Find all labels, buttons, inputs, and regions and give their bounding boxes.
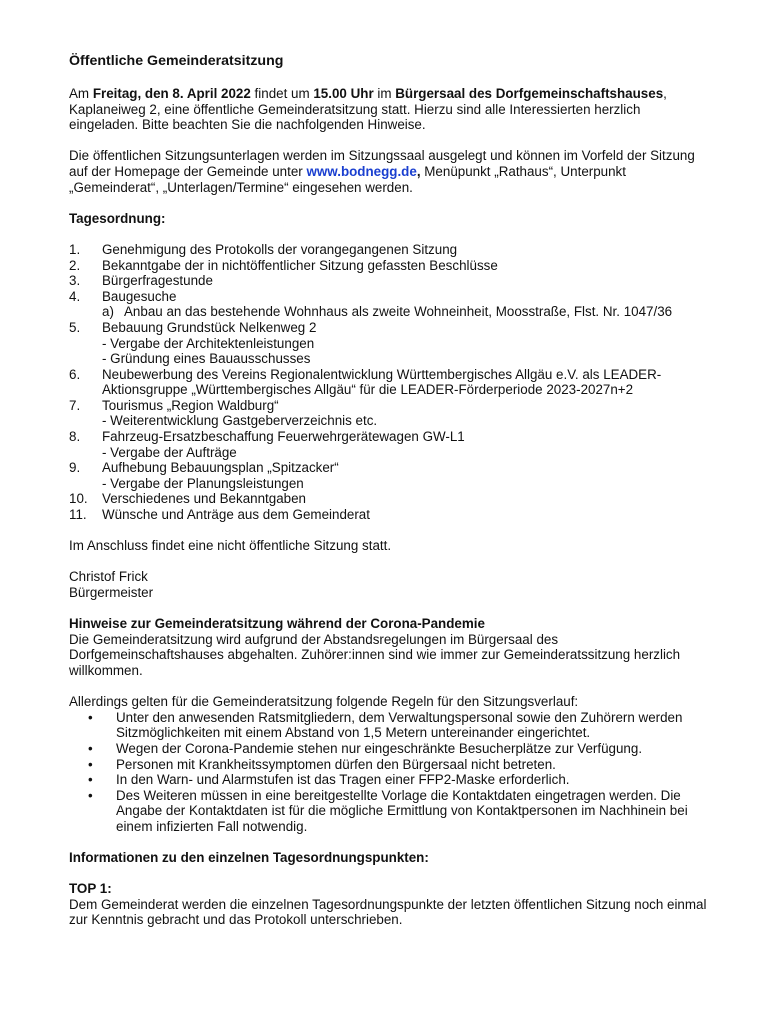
agenda-item (69, 367, 710, 398)
meeting-date: Freitag, den 8. April 2022 (92, 86, 251, 101)
agenda-text: Aufhebung Bebauungsplan „Spitzacker“ (102, 460, 339, 476)
rules-list (69, 710, 710, 835)
agenda-item (69, 258, 710, 274)
agenda-item (69, 289, 710, 320)
rule-text: In den Warn- und Alarmstufen ist das Tragen einer FFP2-Maske erforderlich. (116, 772, 570, 788)
corona-text: Die Gemeinderatsitzung wird aufgrund der Abstandsregelungen im Bürgersaal des Dorfgemeinschaftshauses abgehalten. Zuhörer:innen sind wie immer zur Gemeinderatssitzung herzlich willkommen. (69, 631, 681, 678)
agenda-number: 3. (69, 273, 81, 289)
intro-rest: , Kaplaneiweg 2, eine öffentliche Gemeinderatsitzung statt. Hierzu sind alle Interessierten herzlich eingeladen. Bitte beachten Sie die nachfolgenden Hinweise. (69, 86, 667, 133)
agenda-number: 1. (69, 241, 81, 257)
agenda-text: Neubewerbung des Vereins Regionalentwicklung Württembergisches Allgäu e.V. als LEADER-Aktionsgruppe „Württembergisches Allgäu“ für die LEADER-Förderperiode 2023-2027n+2 (102, 366, 662, 398)
agenda-number: 6. (69, 366, 81, 382)
intro-am: Am (69, 86, 93, 101)
intro-paragraph (69, 86, 710, 133)
agenda-number: 8. (69, 429, 81, 445)
agenda-item (69, 242, 710, 258)
top1-heading: TOP 1: (69, 881, 112, 897)
homepage-link[interactable]: www.bodnegg.de (306, 163, 417, 179)
info-heading: Informationen zu den einzelnen Tagesordnungspunkten: (69, 850, 429, 866)
agenda-text: Bekanntgabe der in nichtöffentlicher Sitzung gefassten Beschlüsse (102, 257, 498, 273)
agenda-text: Fahrzeug-Ersatzbeschaffung Feuerwehrgerätewagen GW-L1 (102, 429, 465, 445)
top1-text: Dem Gemeinderat werden die einzelnen Tagesordnungspunkte der letzten öffentlichen Sitzung noch einmal zur Kenntnis gebracht und das Protokoll unterschrieben. (69, 896, 707, 928)
bullet-icon: • (88, 787, 93, 803)
rule-item (88, 740, 710, 757)
agenda-number: 9. (69, 460, 81, 476)
rule-text: Des Weiteren müssen in eine bereitgestellte Vorlage die Kontaktdaten eingetragen werden. Die Angabe der Kontaktdaten ist für die mögliche Ermittlung von Kontaktpersonen im Nachhinein bei einem infizierten Fall notwendig. (116, 787, 688, 834)
agenda-text: Verschiedenes und Bekanntgaben (102, 491, 306, 507)
rule-item (88, 787, 710, 835)
rule-text: Unter den anwesenden Ratsmitgliedern, dem Verwaltungspersonal sowie den Zuhörern werden Sitzmöglichkeiten mit einem Abstand von 1,5 Metern untereinander eingerichtet. (116, 709, 683, 741)
agenda-detail: - Vergabe der Planungsleistungen (102, 475, 304, 491)
bullet-icon: • (88, 709, 93, 725)
agenda-text: Bürgerfragestunde (102, 273, 213, 289)
rule-text: Personen mit Krankheitssymptomen dürfen den Bürgersaal nicht betreten. (116, 756, 556, 772)
signature-name: Christof Frick (69, 569, 148, 585)
agenda-item (69, 507, 710, 523)
rule-text: Wegen der Corona-Pandemie stehen nur eingeschränkte Besucherplätze zur Verfügung. (116, 740, 643, 756)
corona-heading: Hinweise zur Gemeinderatsitzung während der Corona-Pandemie (69, 616, 485, 632)
agenda-number: 10. (69, 491, 88, 507)
agenda-detail: - Vergabe der Aufträge (102, 444, 237, 460)
documents-paragraph (69, 148, 710, 195)
agenda-subitem-label: a) (102, 304, 114, 320)
bullet-icon: • (88, 756, 93, 772)
agenda-text: Wünsche und Anträge aus dem Gemeinderat (102, 507, 370, 523)
document-title: Öffentliche Gemeinderatsitzung (69, 53, 284, 69)
rule-item (88, 709, 710, 741)
agenda-number: 4. (69, 288, 81, 304)
bullet-icon: • (88, 772, 93, 788)
agenda-item (69, 273, 710, 289)
agenda-item (69, 491, 710, 507)
intro-im: im (373, 86, 396, 101)
agenda-item (69, 460, 710, 491)
agenda-detail: - Gründung eines Bauausschusses (102, 351, 311, 367)
meeting-time: 15.00 Uhr (313, 86, 374, 101)
meeting-place: Bürgersaal des Dorfgemeinschaftshauses (395, 86, 664, 101)
agenda-subitem-text: Anbau an das bestehende Wohnhaus als zweite Wohneinheit, Moosstraße, Flst. Nr. 1047/36 (124, 304, 673, 320)
closing-note: Im Anschluss findet eine nicht öffentliche Sitzung statt. (69, 538, 392, 554)
agenda-list (69, 242, 710, 523)
rule-item (88, 772, 710, 788)
agenda-item (69, 320, 710, 367)
agenda-text: Tourismus „Region Waldburg“ (102, 397, 279, 413)
agenda-number: 11. (69, 507, 87, 523)
agenda-number: 2. (69, 257, 81, 273)
intro-findet: findet um (250, 86, 314, 101)
agenda-detail: - Vergabe der Architektenleistungen (102, 335, 315, 351)
agenda-text: Bebauung Grundstück Nelkenweg 2 (102, 319, 317, 335)
agenda-text: Genehmigung des Protokolls der vorangegangenen Sitzung (102, 241, 458, 257)
agenda-item (69, 429, 710, 460)
agenda-detail: - Weiterentwicklung Gastgeberverzeichnis etc. (102, 413, 378, 429)
agenda-number: 5. (69, 319, 81, 335)
rule-item (88, 756, 710, 773)
agenda-text: Baugesuche (102, 288, 177, 304)
bullet-icon: • (88, 740, 93, 756)
agenda-subitem (102, 304, 710, 320)
agenda-number: 7. (69, 397, 81, 413)
agenda-heading: Tagesordnung: (69, 210, 166, 226)
docs-after: Menüpunkt „Rathaus“, Unterpunkt „Gemeinderat“, „Unterlagen/Termine“ eingesehen werden. (69, 163, 626, 195)
rules-intro: Allerdings gelten für die Gemeinderatsitzung folgende Regeln für den Sitzungsverlauf: (69, 694, 579, 710)
agenda-item (69, 398, 710, 429)
signature-role: Bürgermeister (69, 585, 154, 600)
docs-comma: , (416, 163, 421, 179)
docs-before: Die öffentlichen Sitzungsunterlagen werden im Sitzungssaal ausgelegt und können im Vorfeld der Sitzung auf der Homepage der Gemeinde unter (69, 148, 695, 179)
